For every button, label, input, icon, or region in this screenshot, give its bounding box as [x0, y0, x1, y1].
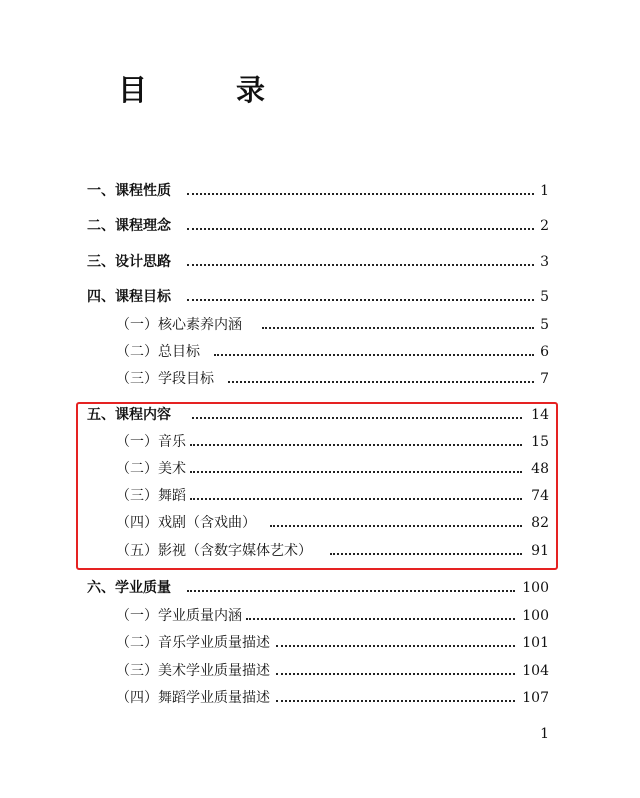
toc-leader-dots: [262, 327, 534, 329]
toc-entry[interactable]: [0, 632, 640, 654]
toc-entry[interactable]: [0, 540, 640, 562]
toc-leader-dots: [190, 471, 522, 473]
toc-entry-page: 100: [522, 608, 549, 624]
toc-entry-page: 5: [540, 317, 549, 333]
toc-entry-label: 二、课程理念: [87, 218, 171, 234]
toc-entry[interactable]: [0, 660, 640, 682]
toc-entry-page: 3: [540, 254, 549, 270]
toc-leader-dots: [190, 444, 522, 446]
toc-entry-page: 7: [540, 371, 549, 387]
toc-leader-dots: [192, 417, 522, 419]
toc-leader-dots: [187, 193, 534, 195]
toc-entry-label: （二）美术: [116, 461, 186, 477]
toc-entry[interactable]: [0, 431, 640, 453]
toc-entry[interactable]: [0, 404, 640, 426]
toc-entry-label: （二）音乐学业质量描述: [116, 635, 270, 651]
toc-entry[interactable]: [0, 286, 640, 308]
toc-leader-dots: [187, 228, 534, 230]
toc-entry-label: 一、课程性质: [87, 183, 171, 199]
toc-entry-label: （二）总目标: [116, 344, 200, 360]
page-number: 1: [540, 726, 549, 742]
toc-entry[interactable]: [0, 687, 640, 709]
toc-entry[interactable]: [0, 314, 640, 336]
toc-entry-label: （三）美术学业质量描述: [116, 663, 270, 679]
toc-entry-label: （一）核心素养内涵: [116, 317, 242, 333]
toc-leader-dots: [270, 525, 522, 527]
toc-leader-dots: [187, 590, 515, 592]
toc-leader-dots: [246, 618, 515, 620]
toc-entry[interactable]: [0, 368, 640, 390]
toc-entry-page: 5: [540, 289, 549, 305]
toc-entry-page: 14: [531, 407, 549, 423]
toc-leader-dots: [276, 673, 515, 675]
toc-entry-page: 15: [531, 434, 549, 450]
toc-leader-dots: [190, 498, 522, 500]
toc-entry-label: （五）影视（含数字媒体艺术）: [116, 543, 312, 559]
toc-entry[interactable]: [0, 485, 640, 507]
toc-entry[interactable]: [0, 341, 640, 363]
toc-entry[interactable]: [0, 251, 640, 273]
toc-entry-label: （一）音乐: [116, 434, 186, 450]
toc-entry[interactable]: [0, 215, 640, 237]
toc-leader-dots: [330, 553, 522, 555]
toc-entry-page: 82: [531, 515, 549, 531]
toc-entry-page: 101: [522, 635, 549, 651]
toc-leader-dots: [187, 299, 534, 301]
toc-entry-label: 五、课程内容: [87, 407, 171, 423]
toc-entry[interactable]: [0, 458, 640, 480]
toc-entry[interactable]: [0, 180, 640, 202]
toc-leader-dots: [276, 645, 515, 647]
toc-entry-label: （三）学段目标: [116, 371, 214, 387]
toc-entry-page: 48: [531, 461, 549, 477]
toc-entry-page: 104: [522, 663, 549, 679]
toc-entry-label: 六、学业质量: [87, 580, 171, 596]
toc-leader-dots: [214, 354, 534, 356]
toc-entry[interactable]: [0, 577, 640, 599]
toc-entry-label: （三）舞蹈: [116, 488, 186, 504]
toc-entry-page: 1: [540, 183, 549, 199]
toc-entry[interactable]: [0, 512, 640, 534]
toc-entry-page: 107: [522, 690, 549, 706]
toc-entry-page: 6: [540, 344, 549, 360]
toc-leader-dots: [187, 264, 534, 266]
toc-leader-dots: [228, 381, 534, 383]
toc-entry-label: （四）戏剧（含戏曲）: [116, 515, 256, 531]
page-title: 目 录: [118, 73, 296, 107]
toc-entry-page: 2: [540, 218, 549, 234]
toc-leader-dots: [276, 700, 515, 702]
toc-entry-label: 四、课程目标: [87, 289, 171, 305]
toc-entry[interactable]: [0, 605, 640, 627]
toc-entry-label: 三、设计思路: [87, 254, 171, 270]
toc-entry-page: 74: [531, 488, 549, 504]
toc-entry-label: （一）学业质量内涵: [116, 608, 242, 624]
toc-entry-page: 91: [531, 543, 549, 559]
toc-entry-label: （四）舞蹈学业质量描述: [116, 690, 270, 706]
toc-entry-page: 100: [522, 580, 549, 596]
